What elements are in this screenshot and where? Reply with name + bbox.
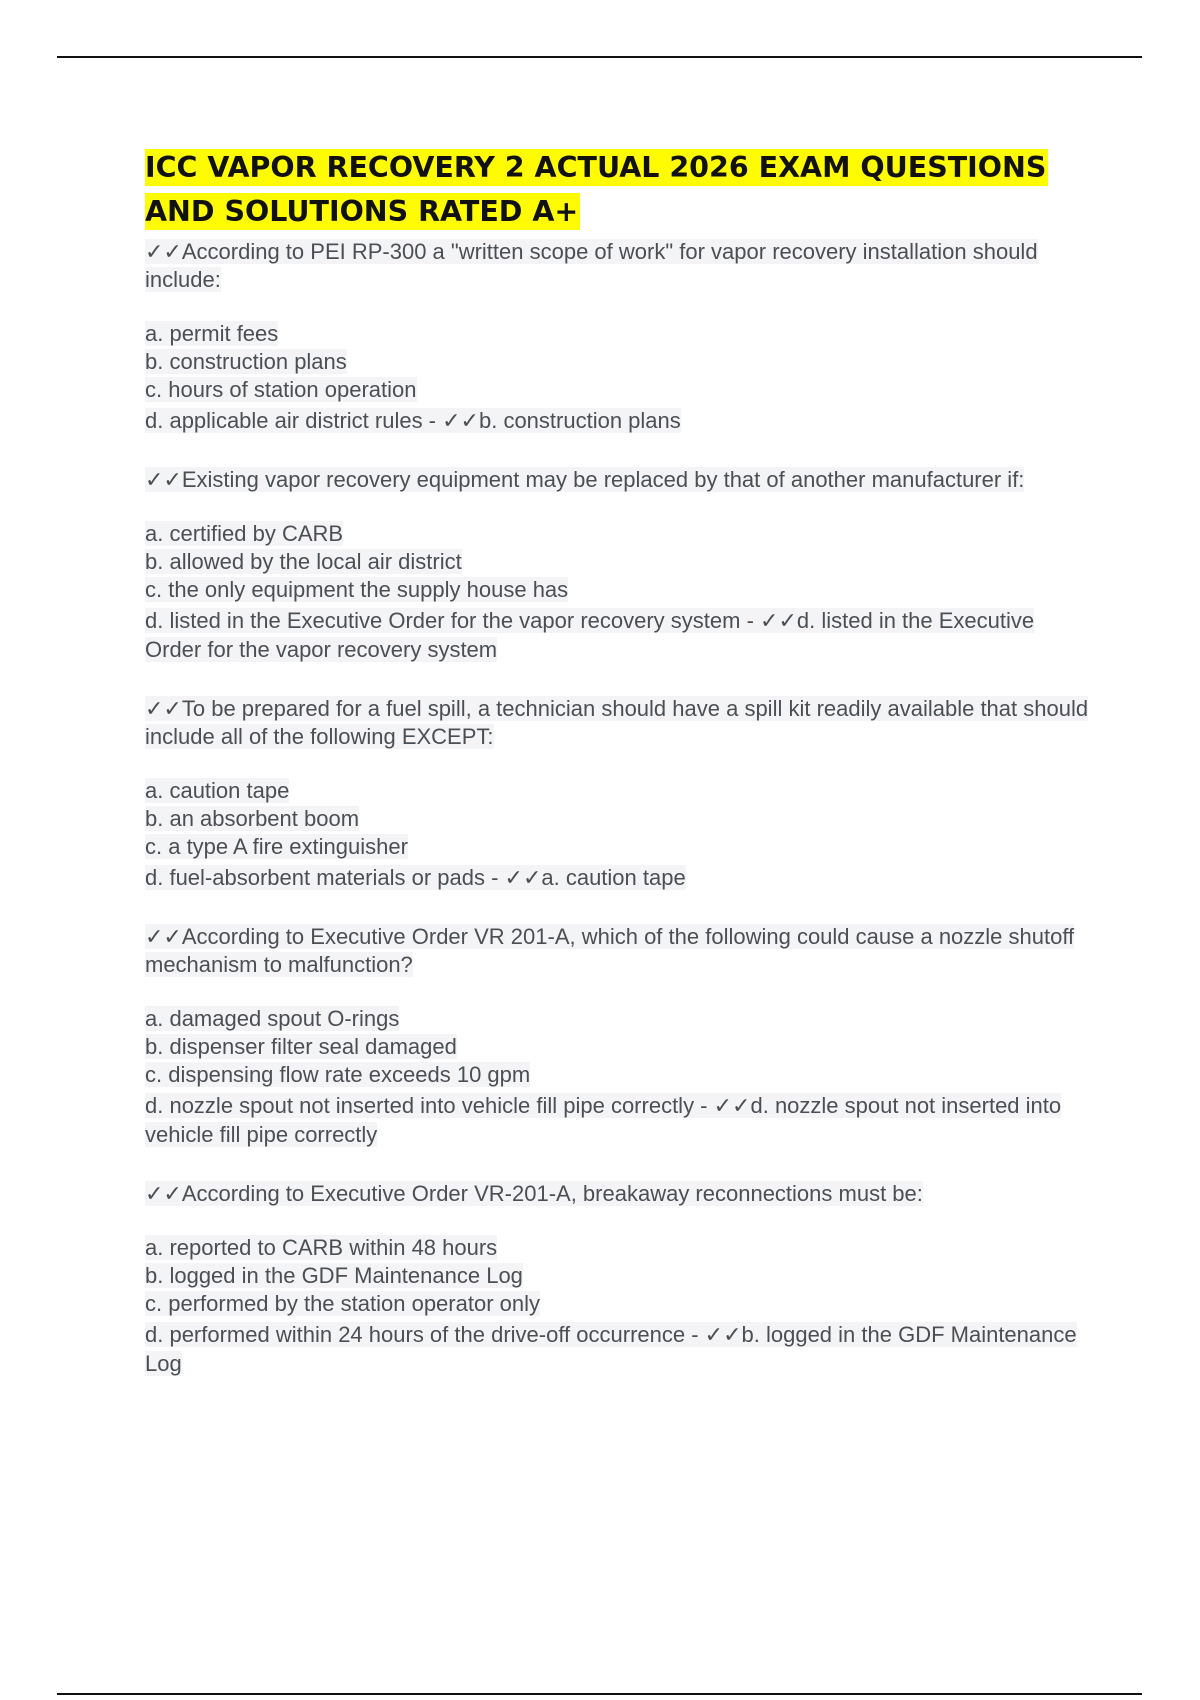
question-text: ✓✓According to Executive Order VR 201-A, which of the following could cause a nozzle shutoff mechanism to malfunction? (145, 924, 1075, 977)
answer-option-b: b. allowed by the local air district (145, 549, 462, 574)
footer-rule (57, 1693, 1142, 1695)
answer-option-c: c. performed by the station operator only (145, 1291, 540, 1316)
question-text: ✓✓To be prepared for a fuel spill, a technician should have a spill kit readily available that should include all of the following EXCEPT: (145, 696, 1089, 749)
answer-option-c: c. the only equipment the supply house has (145, 577, 569, 602)
question-block-1 (145, 238, 1090, 435)
document-title (145, 146, 1090, 234)
answer-option-b: b. construction plans (145, 349, 347, 374)
question-text: ✓✓According to PEI RP-300 a "written scope of work" for vapor recovery installation should include: (145, 239, 1038, 292)
answer-option-d-with-solution: d. listed in the Executive Order for the vapor recovery system - ✓✓d. listed in the Executive Order for the vapor recovery system (145, 608, 1035, 662)
header-rule (57, 56, 1142, 58)
answer-option-c: c. dispensing flow rate exceeds 10 gpm (145, 1062, 531, 1087)
question-block-4 (145, 923, 1090, 1149)
answer-option-a: a. permit fees (145, 321, 279, 346)
question-block-2 (145, 466, 1090, 664)
answer-option-a: a. damaged spout O-rings (145, 1006, 400, 1031)
answer-option-d-with-solution: d. applicable air district rules - ✓✓b. construction plans (145, 408, 681, 433)
answer-option-c: c. a type A fire extinguisher (145, 834, 408, 859)
answer-option-a: a. reported to CARB within 48 hours (145, 1235, 498, 1260)
answer-option-d-with-solution: d. fuel-absorbent materials or pads - ✓✓a. caution tape (145, 865, 686, 890)
question-block-5 (145, 1180, 1090, 1378)
answer-option-b: b. an absorbent boom (145, 806, 360, 831)
answer-option-a: a. certified by CARB (145, 521, 344, 546)
answer-option-d-with-solution: d. performed within 24 hours of the drive-off occurrence - ✓✓b. logged in the GDF Maintenance Log (145, 1322, 1077, 1376)
document-body (145, 146, 1090, 1409)
question-text: ✓✓Existing vapor recovery equipment may be replaced by that of another manufacturer if: (145, 467, 1025, 492)
answer-option-a: a. caution tape (145, 778, 290, 803)
question-block-3 (145, 695, 1090, 892)
answer-option-b: b. dispenser filter seal damaged (145, 1034, 457, 1059)
document-title-text: ICC VAPOR RECOVERY 2 ACTUAL 2026 EXAM QUESTIONS AND SOLUTIONS RATED A+ (145, 151, 1047, 228)
answer-option-d-with-solution: d. nozzle spout not inserted into vehicle fill pipe correctly - ✓✓d. nozzle spout not inserted into vehicle fill pipe correctly (145, 1093, 1062, 1147)
answer-option-b: b. logged in the GDF Maintenance Log (145, 1263, 523, 1288)
question-text: ✓✓According to Executive Order VR-201-A, breakaway reconnections must be: (145, 1181, 923, 1206)
answer-option-c: c. hours of station operation (145, 377, 417, 402)
